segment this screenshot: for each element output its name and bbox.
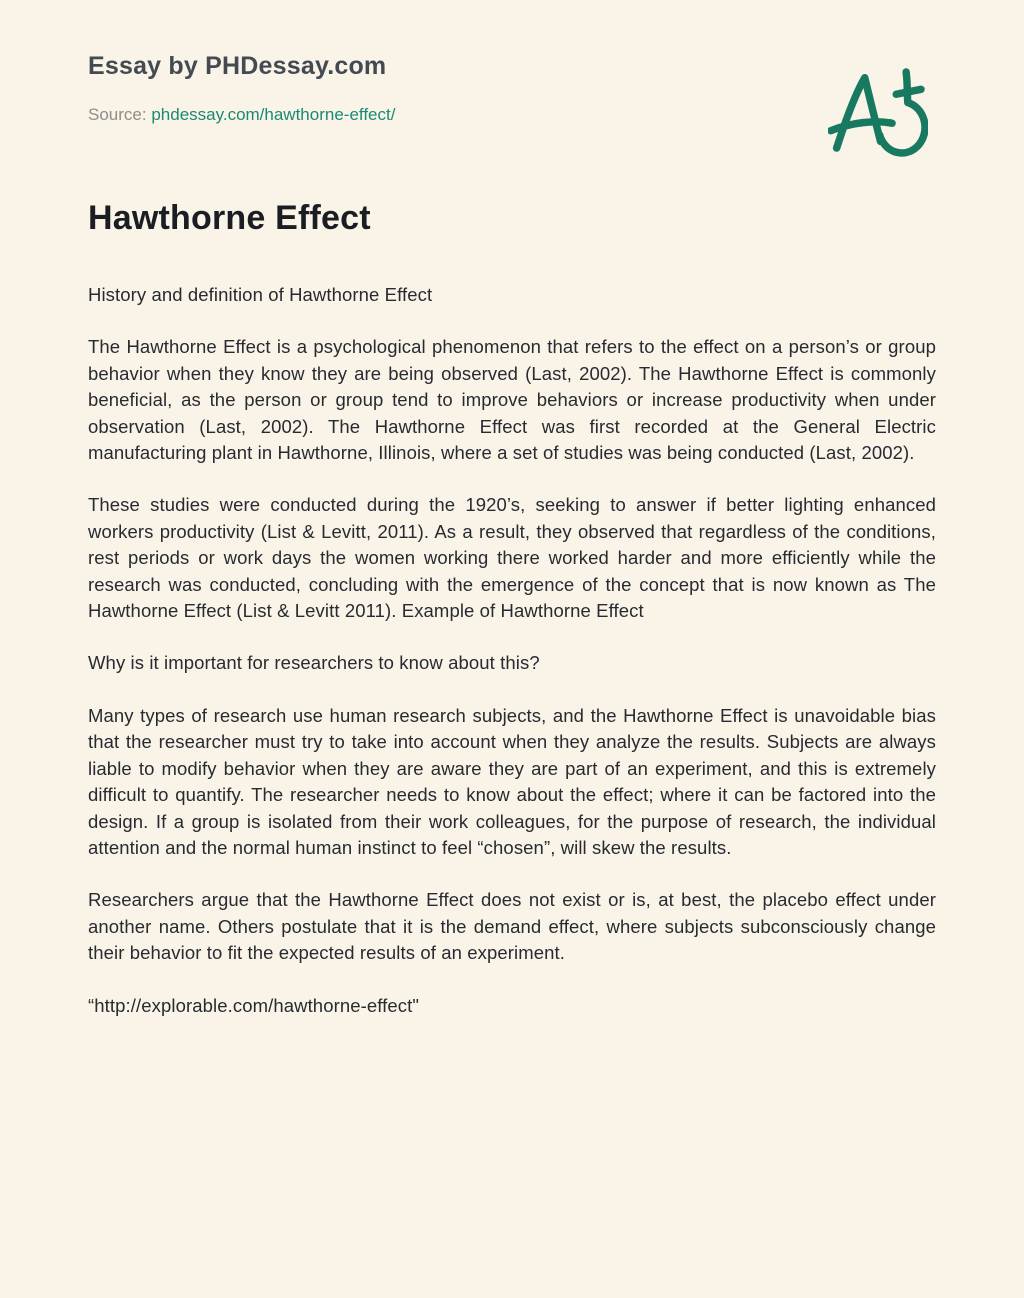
phdessay-logo — [828, 62, 928, 158]
essay-paragraph-reference-url: “http://explorable.com/hawthorne-effect" — [88, 994, 420, 1016]
page-header — [88, 52, 936, 125]
essay-body — [88, 199, 936, 1019]
essay-paragraph-studies: These studies were conducted during the 1920’s, seeking to answer if better lighting enhanced workers productivity (List & Levitt, 2011). As a result, they observed that regardless of the conditions, rest periods or work days the women working there worked harder and more efficiently while the research was conducted, concluding with the emergence of the concept that is now known as The Hawthorne Effect (List & Levitt 2011). Example of Hawthorne Effect — [88, 494, 936, 622]
essay-paragraph-question: Why is it important for researchers to know about this? — [88, 652, 540, 674]
header-title: Essay by PHDessay.com — [88, 52, 387, 80]
essay-paragraph-intro: History and definition of Hawthorne Effect — [88, 284, 433, 305]
a-plus-logo-icon — [828, 62, 928, 158]
essay-title: Hawthorne Effect — [88, 199, 371, 237]
essay-paragraph-critique: Researchers argue that the Hawthorne Effect does not exist or is, at best, the placebo effect under another name. Others postulate that it is the demand effect, where subjects subconsciously change their behavior to fit the expected results of an experiment. — [88, 889, 936, 964]
source-line — [88, 105, 936, 125]
source-label: Source: — [88, 105, 147, 124]
essay-paragraph-definition: The Hawthorne Effect is a psychological phenomenon that refers to the effect on a person’s or group behavior when they know they are being observed (Last, 2002). The Hawthorne Effect is commonly beneficial, as the person or group tend to improve behaviors or increase productivity when under observation (Last, 2002). The Hawthorne Effect was first recorded at the General Electric manufacturing plant in Hawthorne, Illinois, where a set of studies was being conducted (Last, 2002). — [88, 336, 936, 464]
essay-paragraph-importance: Many types of research use human research subjects, and the Hawthorne Effect is unavoidable bias that the researcher must try to take into account when they analyze the results. Subjects are always liable to modify behavior when they are aware they are part of an experiment, and this is extremely difficult to quantify. The researcher needs to know about the effect; where it can be factored into the design. If a group is isolated from their work colleagues, for the purpose of research, the individual attention and the normal human instinct to feel “chosen”, will skew the results. — [88, 704, 936, 858]
source-link[interactable]: phdessay.com/hawthorne-effect/ — [151, 105, 396, 124]
